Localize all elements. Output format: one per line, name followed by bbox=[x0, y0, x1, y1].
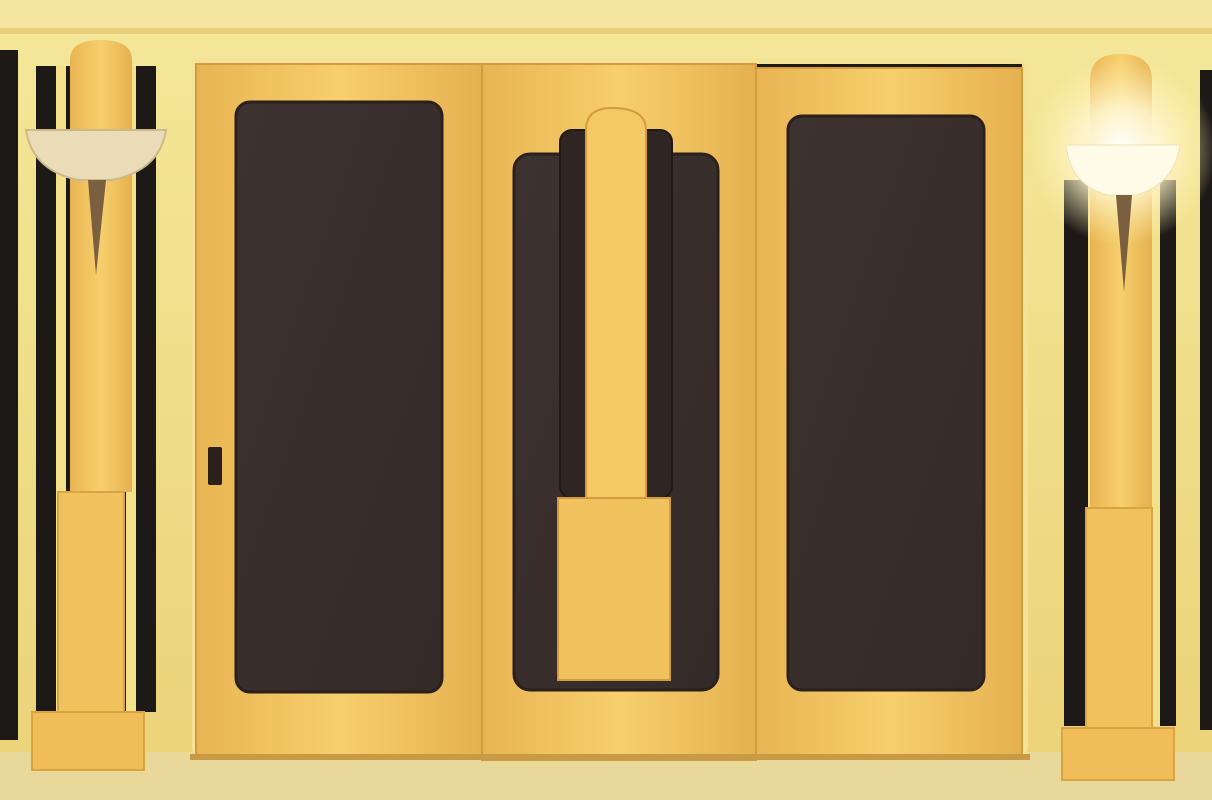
left-plinth bbox=[32, 712, 144, 770]
right-plinth bbox=[1062, 728, 1174, 780]
right-door[interactable] bbox=[756, 68, 1022, 756]
molding-shadow bbox=[0, 28, 1212, 34]
center-door[interactable] bbox=[482, 64, 756, 760]
door-threshold bbox=[190, 754, 1030, 760]
left-door-panel bbox=[236, 102, 442, 692]
left-door-pull[interactable] bbox=[208, 447, 222, 485]
left-edge-stripe bbox=[0, 50, 18, 740]
center-door-spine-base bbox=[558, 498, 670, 680]
left-pillar-base bbox=[58, 492, 124, 714]
center-door-spine bbox=[586, 108, 646, 498]
ceiling-molding bbox=[0, 0, 1212, 30]
right-pillar-base bbox=[1086, 508, 1152, 730]
left-door[interactable] bbox=[196, 64, 484, 758]
right-door-panel bbox=[788, 116, 984, 690]
left-wood-pillar bbox=[70, 40, 132, 492]
